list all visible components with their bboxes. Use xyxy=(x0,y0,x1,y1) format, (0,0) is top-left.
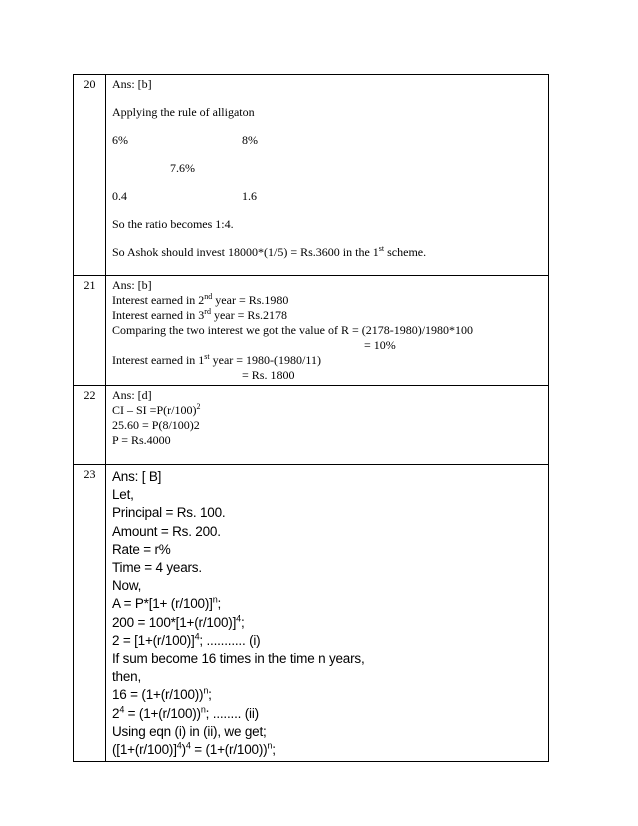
text-line: Principal = Rs. 100. xyxy=(112,505,226,521)
text-line: If sum become 16 times in the time n years, xyxy=(112,651,365,667)
answer-cell xyxy=(106,386,549,465)
question-number: 21 xyxy=(74,276,106,386)
text-line: Using eqn (i) in (ii), we get; xyxy=(112,723,267,739)
text-line: CI – SI $=P(r/100)^2$ xyxy=(112,402,201,417)
text-line: Time = 4 years. xyxy=(112,560,202,576)
text-line: = 10% xyxy=(364,338,396,352)
text-line: Applying the rule of alligaton xyxy=(112,105,255,119)
text-line: Let, xyxy=(112,487,134,503)
formula-line: $2 = [1+(r/100)]^4$; ........... (i) xyxy=(112,631,261,648)
text-line: So the ratio becomes 1:4. xyxy=(112,217,234,231)
difference-1: 0.4 xyxy=(112,189,127,203)
text-line: Comparing the two interest we got the value of R = (2178-1980)/1980*100 xyxy=(112,323,474,337)
formula-line: $A = P*[1+ (r/100)]^n$; xyxy=(112,594,222,612)
table-row-q20 xyxy=(74,75,549,276)
text-line: Interest earned in 3rd year = Rs.2178 xyxy=(112,307,288,322)
answer-table xyxy=(73,74,549,762)
answer-key: Ans: [d] xyxy=(112,388,152,402)
formula-line: $([1+(r/100)]^4)^4 = (1+(r/100))^n$; xyxy=(112,740,276,758)
question-number: 23 xyxy=(74,465,106,762)
table-row-q21 xyxy=(74,276,549,386)
answer-key: Ans: [ B] xyxy=(112,469,162,484)
text-line: 25.60 = P(8/100)2 xyxy=(112,418,200,432)
table-row-q23 xyxy=(74,465,549,762)
price-1: 6% xyxy=(112,133,128,147)
answer-cell xyxy=(106,465,549,762)
difference-2: 1.6 xyxy=(242,189,257,203)
answer-cell xyxy=(106,75,549,276)
formula-line: $16 = (1+(r/100))^n$; xyxy=(112,685,212,703)
text-line: then, xyxy=(112,669,142,685)
price-2: 8% xyxy=(242,133,258,147)
text-line: Interest earned in 2nd year = Rs.1980 xyxy=(112,292,289,307)
answer-key: Ans: [b] xyxy=(112,278,152,292)
answer-key: Ans: [b] xyxy=(112,77,152,91)
answer-cell xyxy=(106,276,549,386)
formula-line: $200 = 100*[1+(r/100)]^4$; xyxy=(112,613,245,630)
text-line: So Ashok should invest 18000*(1/5) = Rs.3600 in the 1st scheme. xyxy=(112,244,427,259)
text-line: Interest earned in 1st year = 1980-(1980/11) xyxy=(112,352,321,367)
formula-line: $2^4 = (1+(r/100))^n$; ........ (ii) xyxy=(112,704,259,721)
alligation-mean: 7.6% xyxy=(170,161,195,175)
text-line: = Rs. 1800 xyxy=(242,368,295,382)
alligation-differences xyxy=(112,189,544,204)
text-line: Now, xyxy=(112,578,142,594)
text-line: Amount = Rs. 200. xyxy=(112,523,221,539)
text-line: Rate = r% xyxy=(112,541,171,557)
alligation-prices xyxy=(112,133,544,148)
question-number: 22 xyxy=(74,386,106,465)
text-line: P = Rs.4000 xyxy=(112,433,171,447)
question-number: 20 xyxy=(74,75,106,276)
table-row-q22 xyxy=(74,386,549,465)
